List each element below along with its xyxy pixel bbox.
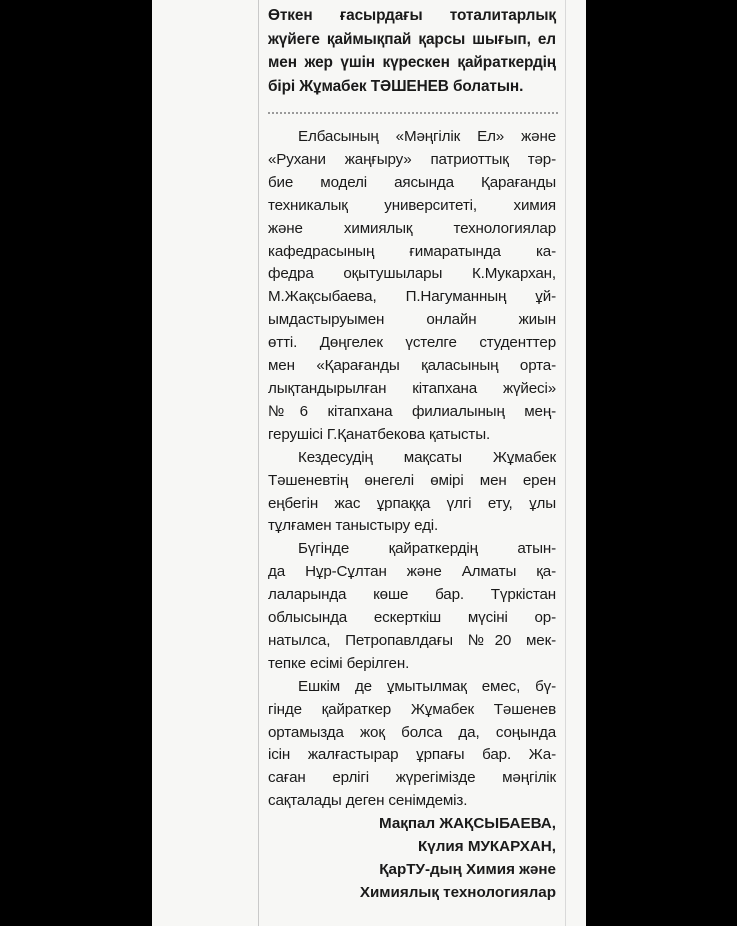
body-line: бие моделі аясында Қарағанды [268, 173, 556, 191]
body-line: Кездесудің мақсаты Жұмабек [298, 448, 556, 466]
article-body [268, 126, 556, 813]
body-line: ісін жалғастырар ұрпағы бар. Жа- [268, 746, 556, 764]
column-rule-left [258, 0, 259, 926]
dotted-divider [268, 112, 558, 114]
body-line: кафедрасының ғимаратында ка- [268, 242, 556, 260]
body-line: еңбегін жас ұрпаққа үлгі ету, ұлы [268, 494, 556, 512]
body-line: сақталады деген сенімдеміз. [268, 792, 468, 810]
body-line: ымдастыруымен онлайн жиын [268, 311, 556, 329]
lead-line: мен жер үшін күрескен қайраткердің [268, 54, 556, 71]
body-line: Тәшеневтің өнегелі өмірі мен ерен [268, 471, 556, 489]
body-line: натылса, Петропавлдағы №20 мек- [268, 631, 556, 649]
column-rule-right [565, 0, 566, 926]
body-line: лаларында көше бар. Түркістан [268, 586, 556, 604]
signature-line: Күлия МУКАРХАН, [418, 838, 556, 856]
lead-line: жүйеге қаймықпай қарсы шығып, ел [268, 30, 556, 48]
body-line: өтті. Дөңгелек үстелге студенттер [268, 334, 556, 352]
body-line: герушісі Г.Қанатбекова қатысты. [268, 425, 491, 443]
lead-line: Өткен ғасырдағы тоталитарлық [268, 7, 556, 24]
body-line: №6 кітапхана филиалының мең- [268, 402, 556, 420]
body-line: тұлғамен таныстыру еді. [268, 517, 439, 535]
body-line: облысында ескерткіш мүсіні ор- [268, 609, 556, 627]
body-line: гінде қайраткер Жұмабек Тәшенев [268, 700, 556, 718]
body-line: Бүгінде қайраткердің атын- [298, 540, 556, 558]
body-line: Ешкім де ұмытылмақ емес, бү- [298, 677, 556, 695]
body-line: «Рухани жаңғыру» патриоттық тәр- [268, 150, 556, 168]
body-line: федра оқытушылары К.Мукархан, [268, 265, 556, 283]
body-line: да Нұр-Сұлтан және Алматы қа- [268, 563, 556, 581]
body-line: М.Жақсыбаева, П.Нагуманның ұй- [268, 288, 556, 306]
body-line: саған ерлігі жүрегімізде мәңгілік [268, 769, 556, 787]
article-signature [268, 813, 556, 905]
article-lead [268, 4, 556, 98]
lead-line: бірі Жұмабек ТӘШЕНЕВ болатын. [268, 77, 524, 95]
body-line: тепке есімі берілген. [268, 654, 410, 672]
body-line: Елбасының «Мәңгілік Ел» және [298, 128, 556, 145]
body-line: ортамызда жоқ болса да, соңында [268, 723, 556, 741]
body-line: техникалық университеті, химия [268, 196, 556, 214]
signature-line: ҚарТУ-дың Химия және [379, 861, 556, 878]
signature-line: Мақпал ЖАҚСЫБАЕВА, [378, 815, 556, 833]
body-line: және химиялық технологиялар [268, 219, 556, 237]
newspaper-page [152, 0, 586, 926]
signature-line: Химиялық технологиялар [359, 883, 556, 901]
article-column [268, 0, 556, 905]
body-line: мен «Қарағанды қаласының орта- [268, 357, 556, 375]
body-line: лықтандырылған кітапхана жүйесі» [268, 379, 556, 397]
